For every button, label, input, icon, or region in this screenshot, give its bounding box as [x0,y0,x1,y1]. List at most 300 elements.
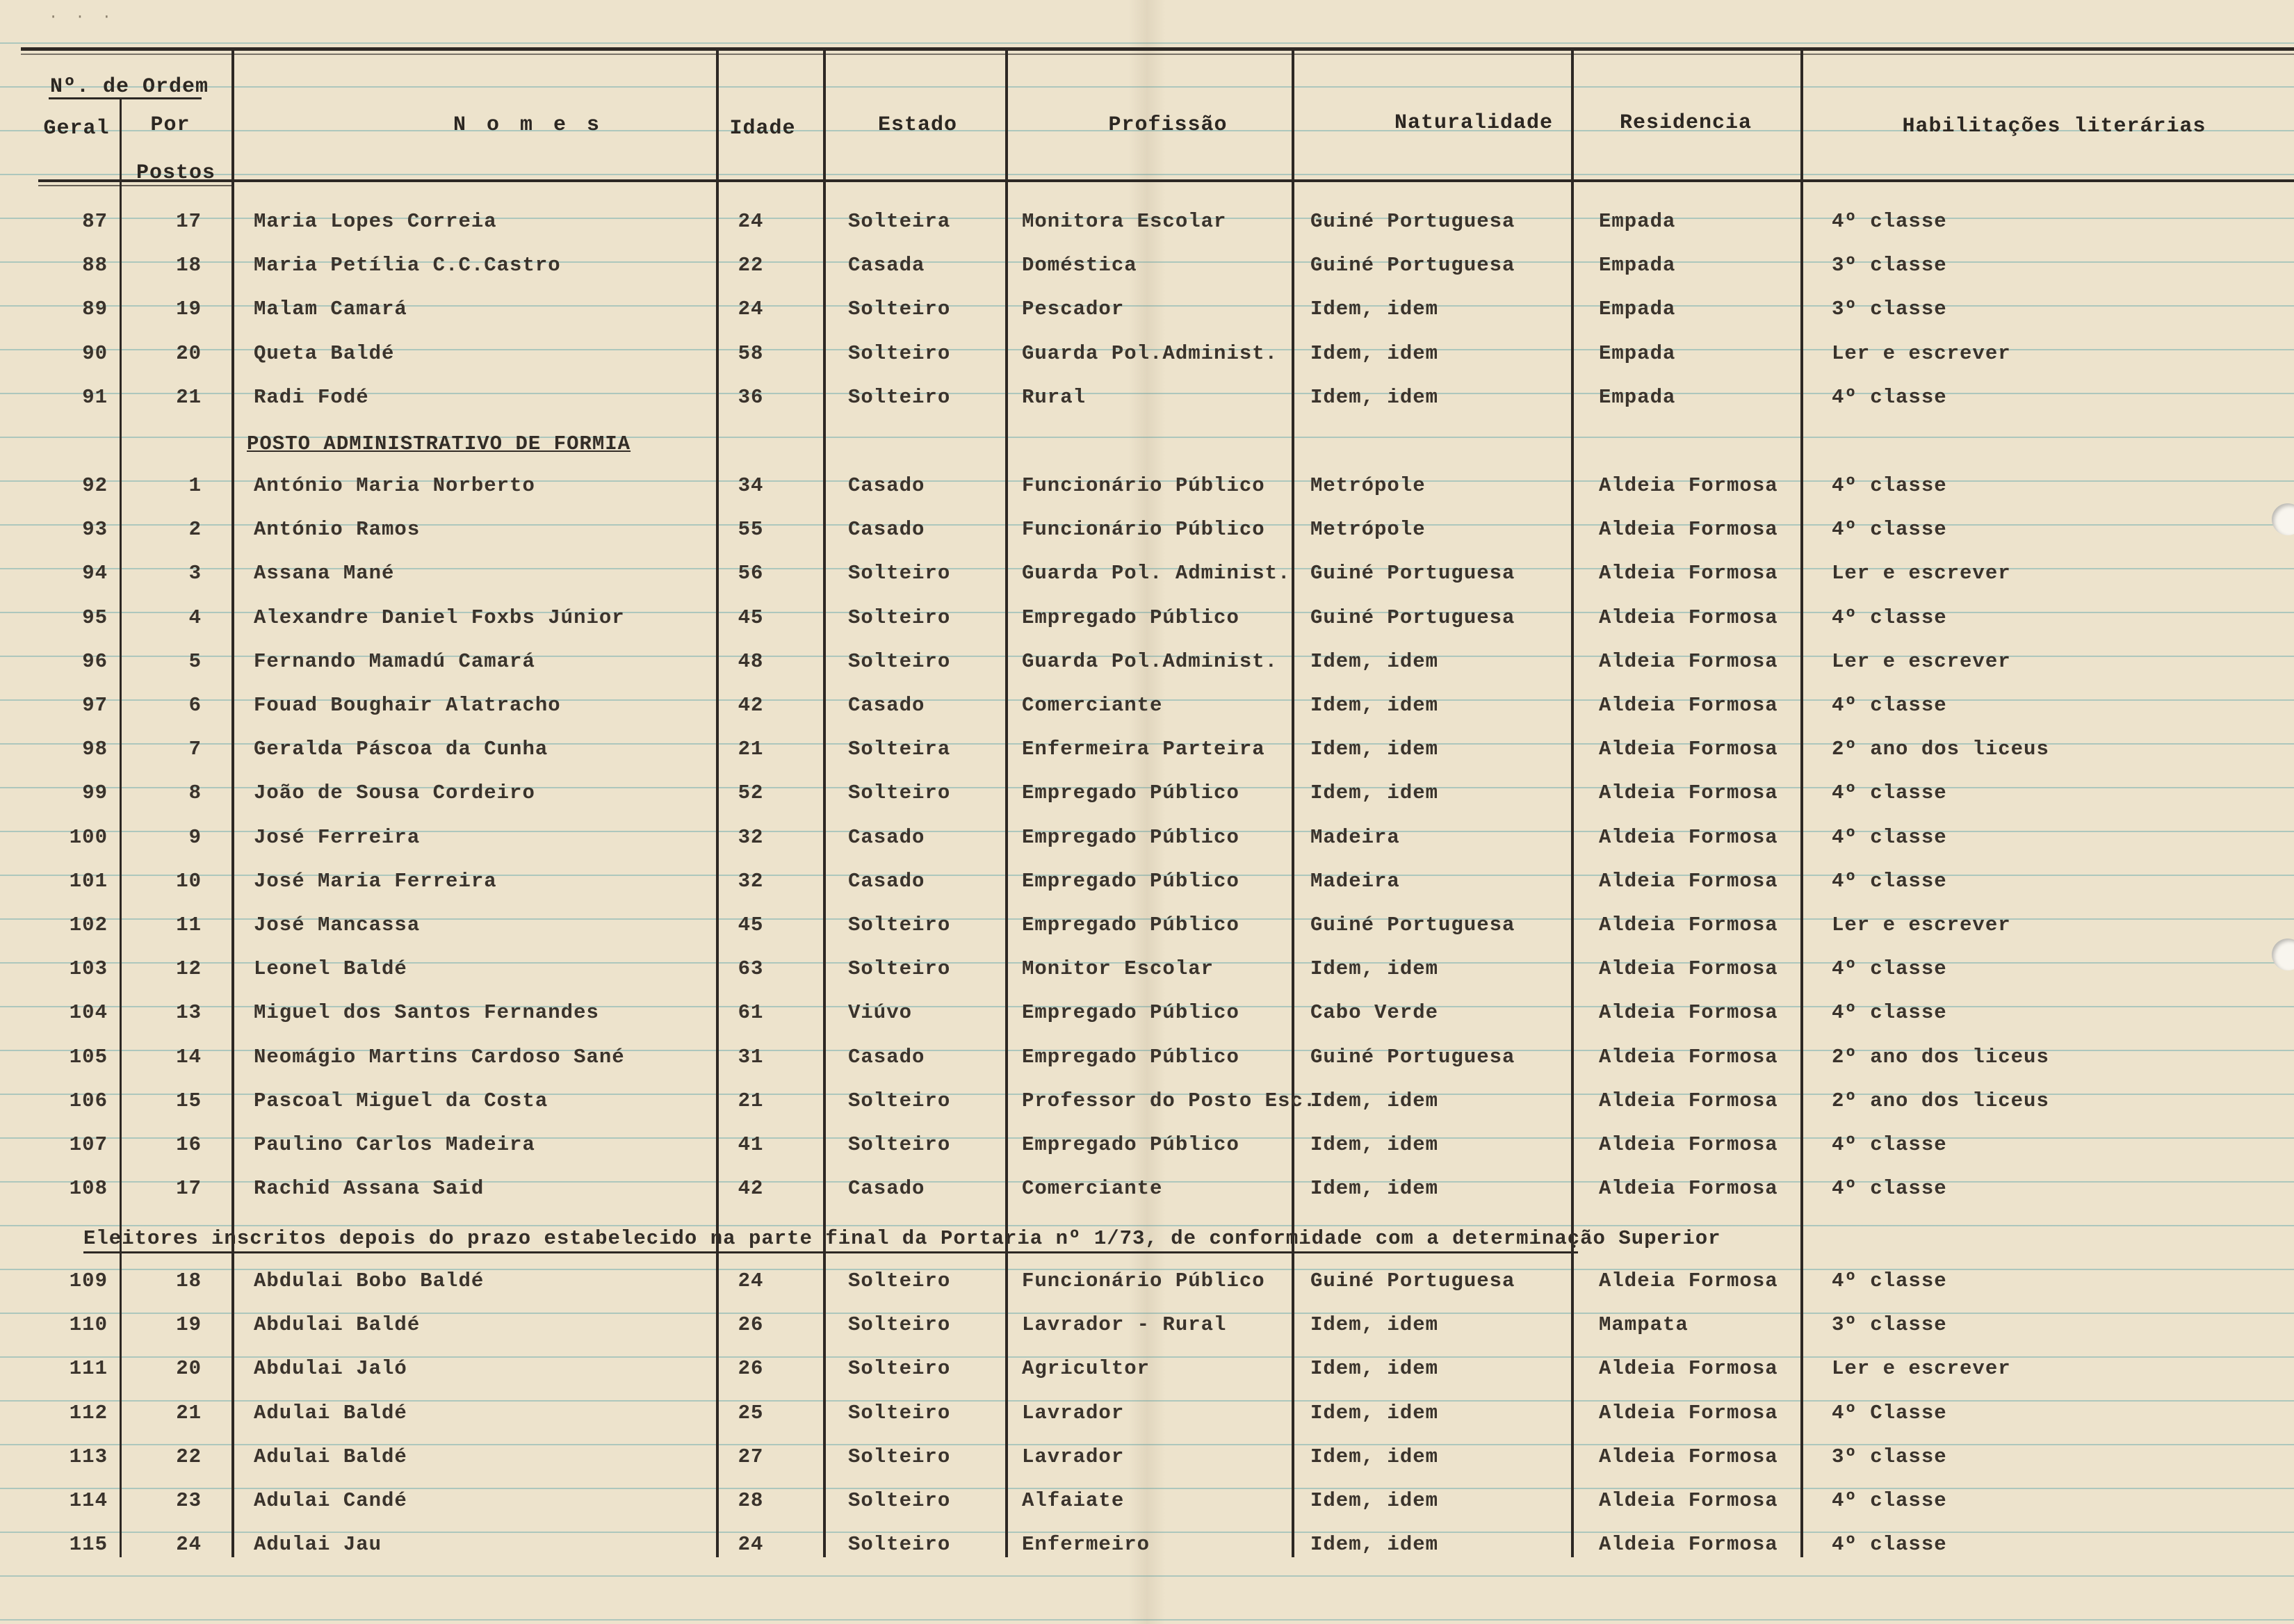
geral-cell: 87 [82,210,108,233]
por-cell: 20 [176,341,202,365]
habilitacoes-cell: 2º ano dos liceus [1832,1089,2049,1112]
naturalidade-cell: Guiné Portuguesa [1310,254,1515,277]
por-cell: 18 [176,254,202,277]
naturalidade-cell: Guiné Portuguesa [1310,1269,1515,1292]
residencia-cell: Empada [1599,341,1676,365]
table-row [0,606,2294,634]
habilitacoes-cell: 4º classe [1832,606,1947,629]
table-row [0,1402,2294,1429]
margin-dots: · · · [49,8,116,26]
habilitacoes-cell: 4º classe [1832,957,1947,981]
table-row [0,562,2294,590]
profissao-cell: Empregado Público [1022,825,1239,849]
residencia-cell: Aldeia Formosa [1599,562,1778,585]
idade-cell: 41 [738,1133,764,1156]
por-cell: 2 [188,518,202,542]
profissao-cell: Lavrador [1022,1401,1125,1424]
name-cell: Fernando Mamadú Camará [254,649,535,673]
residencia-cell: Aldeia Formosa [1599,1133,1778,1156]
habilitacoes-cell: Ler e escrever [1832,1357,2011,1381]
residencia-cell: Aldeia Formosa [1599,606,1778,629]
name-cell: Adulai Candé [254,1489,407,1512]
residencia-cell: Aldeia Formosa [1599,1445,1778,1468]
name-cell: António Ramos [254,518,421,542]
idade-cell: 24 [738,210,764,233]
name-cell: Adulai Baldé [254,1445,407,1468]
name-cell: Abdulai Baldé [254,1313,421,1337]
naturalidade-cell: Idem, idem [1310,1533,1439,1557]
section-posto-administrativo: POSTO ADMINISTRATIVO DE FORMIA [247,432,631,455]
naturalidade-cell: Idem, idem [1310,1401,1439,1424]
idade-cell: 61 [738,1001,764,1025]
estado-cell: Casado [848,825,925,849]
residencia-cell: Aldeia Formosa [1599,1045,1778,1069]
naturalidade-cell: Idem, idem [1310,1445,1439,1468]
habilitacoes-cell: 4º classe [1832,518,1947,542]
table-row [0,1001,2294,1029]
estado-cell: Solteiro [848,781,951,805]
profissao-cell: Pescador [1022,298,1125,321]
idade-cell: 36 [738,385,764,409]
table-row [0,1177,2294,1205]
naturalidade-cell: Idem, idem [1310,341,1439,365]
profissao-cell: Guarda Pol.Administ. [1022,341,1278,365]
por-cell: 9 [188,825,202,849]
por-cell: 1 [188,474,202,497]
idade-cell: 52 [738,781,764,805]
geral-cell: 110 [69,1313,108,1337]
residencia-cell: Aldeia Formosa [1599,1357,1778,1381]
estado-cell: Solteiro [848,1313,951,1337]
habilitacoes-cell: 4º classe [1832,1001,1947,1025]
por-cell: 18 [176,1269,202,1292]
idade-cell: 32 [738,825,764,849]
name-cell: José Maria Ferreira [254,869,497,893]
profissao-cell: Empregado Público [1022,606,1239,629]
idade-cell: 31 [738,1045,764,1069]
geral-cell: 103 [69,957,108,981]
idade-cell: 21 [738,738,764,761]
name-cell: Radi Fodé [254,385,369,409]
estado-cell: Solteiro [848,298,951,321]
header-profissao: Profissão [1108,113,1228,137]
estado-cell: Casado [848,474,925,497]
por-cell: 7 [188,738,202,761]
table-row [0,342,2294,370]
geral-cell: 111 [69,1357,108,1381]
table-row [0,914,2294,941]
habilitacoes-cell: 4º classe [1832,1533,1947,1557]
table-row [0,210,2294,238]
geral-cell: 106 [69,1089,108,1112]
residencia-cell: Empada [1599,385,1676,409]
idade-cell: 45 [738,914,764,936]
estado-cell: Solteira [848,210,951,233]
name-cell: Miguel dos Santos Fernandes [254,1001,599,1025]
por-cell: 13 [176,1001,202,1025]
residencia-cell: Aldeia Formosa [1599,1089,1778,1112]
header-geral: Geral [43,117,110,140]
naturalidade-cell: Cabo Verde [1310,1001,1439,1025]
naturalidade-cell: Guiné Portuguesa [1310,914,1515,936]
residencia-cell: Aldeia Formosa [1599,474,1778,497]
table-row [0,957,2294,985]
name-cell: Pascoal Miguel da Costa [254,1089,548,1112]
table-row [0,1445,2294,1473]
residencia-cell: Mampata [1599,1313,1689,1337]
geral-cell: 115 [69,1533,108,1557]
table-row [0,1269,2294,1297]
residencia-cell: Aldeia Formosa [1599,957,1778,981]
profissao-cell: Empregado Público [1022,869,1239,893]
residencia-cell: Aldeia Formosa [1599,1269,1778,1292]
header-idade: Idade [729,117,796,140]
profissao-cell: Enfermeira Parteira [1022,738,1265,761]
profissao-cell: Guarda Pol.Administ. [1022,649,1278,673]
table-row [0,1489,2294,1517]
por-cell: 15 [176,1089,202,1112]
residencia-cell: Aldeia Formosa [1599,781,1778,805]
name-cell: Fouad Boughair Alatracho [254,694,561,717]
estado-cell: Solteiro [848,562,951,585]
geral-cell: 100 [69,825,108,849]
profissao-cell: Empregado Público [1022,914,1239,936]
estado-cell: Casada [848,254,925,277]
geral-cell: 104 [69,1001,108,1025]
habilitacoes-cell: 3º classe [1832,298,1947,321]
estado-cell: Solteira [848,738,951,761]
name-cell: Maria Lopes Correia [254,210,497,233]
profissao-cell: Comerciante [1022,1177,1163,1201]
table-row [0,870,2294,898]
naturalidade-cell: Idem, idem [1310,649,1439,673]
top-rule [21,47,2294,51]
estado-cell: Casado [848,518,925,542]
estado-cell: Viúvo [848,1001,913,1025]
residencia-cell: Aldeia Formosa [1599,518,1778,542]
profissao-cell: Funcionário Público [1022,474,1265,497]
name-cell: Queta Baldé [254,341,395,365]
por-cell: 17 [176,210,202,233]
naturalidade-cell: Idem, idem [1310,1177,1439,1201]
header-bottom-rule [38,179,2294,182]
por-cell: 24 [176,1533,202,1557]
habilitacoes-cell: 4º classe [1832,385,1947,409]
habilitacoes-cell: 4º classe [1832,1269,1947,1292]
header-estado: Estado [877,113,958,137]
table-row [0,650,2294,678]
por-cell: 21 [176,1401,202,1424]
estado-cell: Casado [848,1177,925,1201]
habilitacoes-cell: 4º classe [1832,1489,1947,1512]
profissao-cell: Lavrador - Rural [1022,1313,1227,1337]
por-cell: 8 [188,781,202,805]
residencia-cell: Aldeia Formosa [1599,1001,1778,1025]
naturalidade-cell: Guiné Portuguesa [1310,562,1515,585]
eleitores-underline [83,1251,1578,1253]
geral-cell: 108 [69,1177,108,1201]
geral-cell: 102 [69,914,108,936]
table-row [0,826,2294,854]
name-cell: Neomágio Martins Cardoso Sané [254,1045,625,1069]
por-cell: 19 [176,298,202,321]
table-row [0,386,2294,414]
idade-cell: 25 [738,1401,764,1424]
naturalidade-cell: Idem, idem [1310,1489,1439,1512]
table-row [0,781,2294,809]
profissao-cell: Doméstica [1022,254,1137,277]
por-cell: 3 [188,562,202,585]
geral-cell: 99 [82,781,108,805]
estado-cell: Solteiro [848,385,951,409]
idade-cell: 45 [738,606,764,629]
por-cell: 5 [188,649,202,673]
idade-cell: 42 [738,1177,764,1201]
naturalidade-cell: Idem, idem [1310,1089,1439,1112]
idade-cell: 22 [738,254,764,277]
habilitacoes-cell: 4º classe [1832,474,1947,497]
geral-cell: 90 [82,341,108,365]
naturalidade-cell: Idem, idem [1310,298,1439,321]
section-eleitores-inscritos: Eleitores inscritos depois do prazo estabelecido na parte final da Portaria nº 1/73, de conformidade com a determinação Superior [83,1227,1721,1250]
name-cell: Leonel Baldé [254,957,407,981]
idade-cell: 34 [738,474,764,497]
habilitacoes-cell: 2º ano dos liceus [1832,738,2049,761]
por-cell: 22 [176,1445,202,1468]
geral-cell: 91 [82,385,108,409]
name-cell: Geralda Páscoa da Cunha [254,738,548,761]
idade-cell: 21 [738,1089,764,1112]
habilitacoes-cell: 3º classe [1832,1445,1947,1468]
residencia-cell: Aldeia Formosa [1599,1489,1778,1512]
table-row [0,1046,2294,1073]
por-cell: 12 [176,957,202,981]
geral-cell: 98 [82,738,108,761]
naturalidade-cell: Madeira [1310,825,1400,849]
geral-cell: 88 [82,254,108,277]
por-cell: 4 [188,606,202,629]
naturalidade-cell: Metrópole [1310,474,1426,497]
naturalidade-cell: Guiné Portuguesa [1310,1045,1515,1069]
estado-cell: Solteiro [848,957,951,981]
residencia-cell: Aldeia Formosa [1599,869,1778,893]
idade-cell: 24 [738,298,764,321]
name-cell: Abdulai Jaló [254,1357,407,1381]
idade-cell: 26 [738,1313,764,1337]
naturalidade-cell: Idem, idem [1310,738,1439,761]
idade-cell: 58 [738,341,764,365]
table-row [0,254,2294,282]
habilitacoes-cell: Ler e escrever [1832,914,2011,936]
profissao-cell: Funcionário Público [1022,1269,1265,1292]
profissao-cell: Guarda Pol. Administ. [1022,562,1291,585]
header-naturalidade: Naturalidade [1394,111,1554,135]
profissao-cell: Monitor Escolar [1022,957,1214,981]
habilitacoes-cell: 4º classe [1832,1133,1947,1156]
por-cell: 6 [188,694,202,717]
habilitacoes-cell: Ler e escrever [1832,562,2011,585]
habilitacoes-cell: 4º classe [1832,869,1947,893]
residencia-cell: Empada [1599,298,1676,321]
idade-cell: 56 [738,562,764,585]
idade-cell: 28 [738,1489,764,1512]
habilitacoes-cell: 4º classe [1832,210,1947,233]
profissao-cell: Rural [1022,385,1087,409]
por-cell: 23 [176,1489,202,1512]
habilitacoes-cell: 3º classe [1832,1313,1947,1337]
habilitacoes-cell: 2º ano dos liceus [1832,1045,2049,1069]
residencia-cell: Aldeia Formosa [1599,694,1778,717]
table-row [0,518,2294,546]
left-header-rule [38,185,233,186]
table-row [0,1313,2294,1341]
profissao-cell: Agricultor [1022,1357,1150,1381]
por-cell: 20 [176,1357,202,1381]
estado-cell: Solteiro [848,1489,951,1512]
idade-cell: 24 [738,1533,764,1557]
habilitacoes-cell: 4º classe [1832,781,1947,805]
table-row [0,738,2294,765]
name-cell: Malam Camará [254,298,407,321]
name-cell: Assana Mané [254,562,395,585]
geral-cell: 93 [82,518,108,542]
idade-cell: 48 [738,649,764,673]
residencia-cell: Aldeia Formosa [1599,825,1778,849]
profissao-cell: Comerciante [1022,694,1163,717]
geral-cell: 89 [82,298,108,321]
idade-cell: 27 [738,1445,764,1468]
estado-cell: Solteiro [848,1089,951,1112]
geral-cell: 95 [82,606,108,629]
habilitacoes-cell: 4º classe [1832,1177,1947,1201]
geral-cell: 105 [69,1045,108,1069]
habilitacoes-cell: 4º classe [1832,825,1947,849]
residencia-cell: Aldeia Formosa [1599,1401,1778,1424]
estado-cell: Solteiro [848,1133,951,1156]
estado-cell: Casado [848,869,925,893]
name-cell: Abdulai Bobo Baldé [254,1269,485,1292]
profissao-cell: Alfaiate [1022,1489,1125,1512]
idade-cell: 55 [738,518,764,542]
table-row [0,1533,2294,1561]
residencia-cell: Aldeia Formosa [1599,738,1778,761]
geral-cell: 96 [82,649,108,673]
name-cell: Paulino Carlos Madeira [254,1133,535,1156]
profissao-cell: Monitora Escolar [1022,210,1227,233]
profissao-cell: Empregado Público [1022,1045,1239,1069]
profissao-cell: Empregado Público [1022,1001,1239,1025]
residencia-cell: Empada [1599,210,1676,233]
name-cell: Maria Petília C.C.Castro [254,254,561,277]
name-cell: José Mancassa [254,914,421,936]
naturalidade-cell: Idem, idem [1310,694,1439,717]
naturalidade-cell: Idem, idem [1310,1313,1439,1337]
idade-cell: 26 [738,1357,764,1381]
idade-cell: 32 [738,869,764,893]
geral-cell: 114 [69,1489,108,1512]
name-cell: Rachid Assana Said [254,1177,485,1201]
residencia-cell: Aldeia Formosa [1599,649,1778,673]
idade-cell: 63 [738,957,764,981]
naturalidade-cell: Idem, idem [1310,1357,1439,1381]
naturalidade-cell: Madeira [1310,869,1400,893]
geral-cell: 97 [82,694,108,717]
por-cell: 10 [176,869,202,893]
estado-cell: Solteiro [848,1401,951,1424]
habilitacoes-cell: Ler e escrever [1832,649,2011,673]
geral-cell: 94 [82,562,108,585]
top-rule-thin [21,54,2294,55]
table-row [0,1357,2294,1385]
name-cell: Adulai Baldé [254,1401,407,1424]
name-cell: Alexandre Daniel Foxbs Júnior [254,606,625,629]
name-cell: António Maria Norberto [254,474,535,497]
naturalidade-cell: Idem, idem [1310,1133,1439,1156]
table-row [0,1133,2294,1161]
geral-cell: 112 [69,1401,108,1424]
geral-cell: 92 [82,474,108,497]
geral-cell: 113 [69,1445,108,1468]
estado-cell: Solteiro [848,341,951,365]
naturalidade-cell: Idem, idem [1310,957,1439,981]
idade-cell: 24 [738,1269,764,1292]
estado-cell: Casado [848,1045,925,1069]
por-cell: 14 [176,1045,202,1069]
profissao-cell: Lavrador [1022,1445,1125,1468]
por-cell: 16 [176,1133,202,1156]
residencia-cell: Empada [1599,254,1676,277]
por-cell: 11 [176,914,202,936]
header-postos: Postos [136,161,216,185]
name-cell: João de Sousa Cordeiro [254,781,535,805]
idade-cell: 42 [738,694,764,717]
profissao-cell: Empregado Público [1022,1133,1239,1156]
estado-cell: Solteiro [848,1445,951,1468]
geral-cell: 101 [69,869,108,893]
residencia-cell: Aldeia Formosa [1599,914,1778,936]
por-cell: 17 [176,1177,202,1201]
estado-cell: Casado [848,694,925,717]
habilitacoes-cell: 4º classe [1832,694,1947,717]
estado-cell: Solteiro [848,606,951,629]
header-residencia: Residencia [1619,111,1752,135]
estado-cell: Solteiro [848,1533,951,1557]
table-row [0,474,2294,502]
estado-cell: Solteiro [848,1269,951,1292]
residencia-cell: Aldeia Formosa [1599,1177,1778,1201]
naturalidade-cell: Guiné Portuguesa [1310,606,1515,629]
header-por: Por [150,113,190,137]
table-row [0,694,2294,722]
profissao-cell: Professor do Posto Esc. [1022,1089,1317,1112]
header-habilitacoes: Habilitações literárias [1902,115,2206,138]
name-cell: Adulai Jau [254,1533,382,1557]
residencia-cell: Aldeia Formosa [1599,1533,1778,1557]
habilitacoes-cell: Ler e escrever [1832,341,2011,365]
por-cell: 21 [176,385,202,409]
geral-cell: 107 [69,1133,108,1156]
naturalidade-cell: Idem, idem [1310,385,1439,409]
header-no-ordem: Nº. de Ordem [50,75,209,99]
por-cell: 19 [176,1313,202,1337]
naturalidade-cell: Metrópole [1310,518,1426,542]
estado-cell: Solteiro [848,1357,951,1381]
profissao-cell: Funcionário Público [1022,518,1265,542]
geral-cell: 109 [69,1269,108,1292]
name-cell: José Ferreira [254,825,421,849]
profissao-cell: Empregado Público [1022,781,1239,805]
naturalidade-cell: Idem, idem [1310,781,1439,805]
